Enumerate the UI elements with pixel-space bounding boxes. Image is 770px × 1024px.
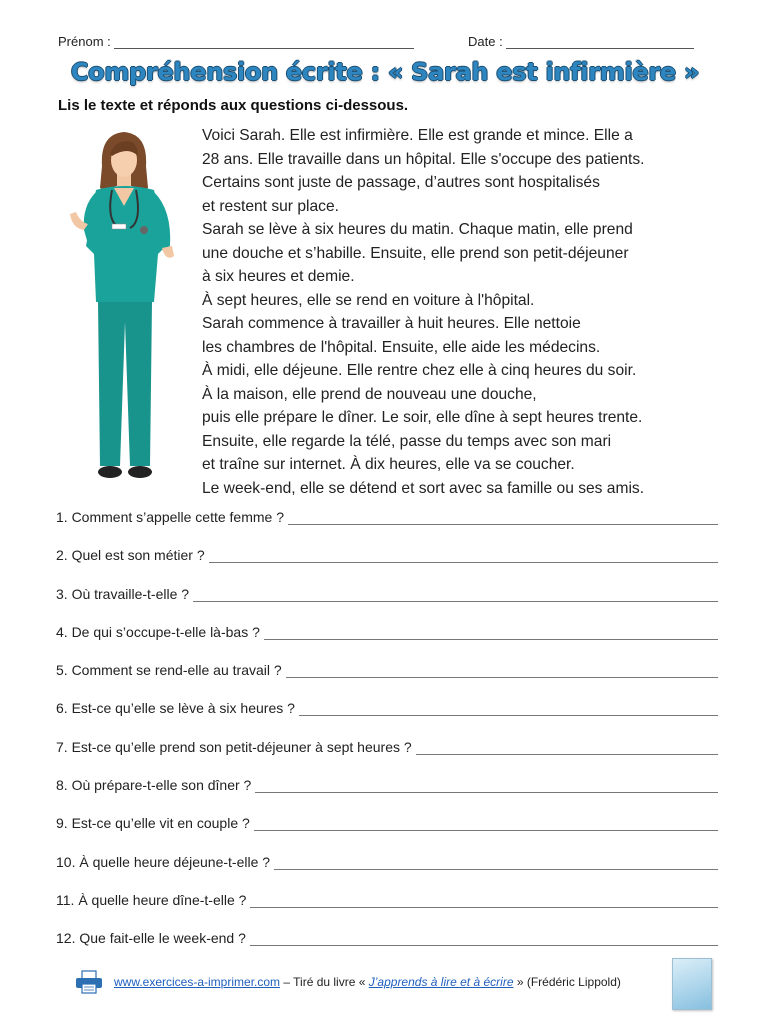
question-row [56,739,718,777]
answer-line[interactable] [286,662,718,678]
book-cover [672,958,712,1010]
question-row [56,509,718,547]
answer-line[interactable] [193,586,718,602]
question-row [56,854,718,892]
story-line: puis elle prépare le dîner. Le soir, elle dîne à sept heures trente. [202,409,643,426]
question-row [56,815,718,853]
printer-icon [74,970,104,994]
answer-line[interactable] [416,739,718,755]
question-row [56,930,718,968]
story-line: À midi, elle déjeune. Elle rentre chez elle à cinq heures du soir. [202,362,637,379]
question-row [56,586,718,624]
question-text: 9. Est-ce qu’elle vit en couple ? [56,815,250,832]
story-line: À la maison, elle prend de nouveau une douche, [202,385,537,403]
prenom-blank[interactable] [114,36,414,49]
story-line: Sarah se lève à six heures du matin. Chaque matin, elle prend [202,221,633,238]
story-line: Ensuite, elle regarde la télé, passe du temps avec son mari [202,432,612,450]
story-line: 28 ans. Elle travaille dans un hôpital. Elle s'occupe des patients. [202,150,645,168]
story-line: Voici Sarah. Elle est infirmière. Elle est grande et mince. Elle a [202,127,633,144]
date-blank[interactable] [506,36,694,49]
answer-line[interactable] [264,624,718,640]
story-line: et traîne sur internet. À dix heures, elle va se coucher. [202,456,575,473]
instruction-text: Lis le texte et réponds aux questions ci-dessous. [58,97,409,114]
footer-credit [114,975,621,989]
question-text: 4. De qui s’occupe-t-elle là-bas ? [56,623,260,640]
question-text: 5. Comment se rend-elle au travail ? [56,662,282,679]
questions-list [56,509,718,969]
date-field [468,34,694,49]
question-row [56,547,718,585]
answer-line[interactable] [288,509,718,525]
answer-line[interactable] [299,700,718,716]
question-row [56,777,718,815]
footer [0,966,770,1006]
page-title: Compréhension écrite : « Sarah est infirmière » [70,58,700,86]
question-row [56,892,718,930]
book-title-link[interactable]: J’apprends à lire et à écrire [368,975,514,989]
answer-line[interactable] [255,777,718,793]
answer-line[interactable] [274,854,718,870]
question-row [56,624,718,662]
answer-line[interactable] [254,815,718,831]
question-text: 10. À quelle heure déjeune-t-elle ? [56,853,271,870]
question-text: 1. Comment s’appelle cette femme ? [56,509,284,525]
question-text: 8. Où prépare-t-elle son dîner ? [56,777,252,794]
story-line: les chambres de l'hôpital. Ensuite, elle aide les médecins. [202,338,601,356]
prenom-label: Prénom : [58,34,111,49]
date-label: Date : [468,34,503,49]
question-text: 11. À quelle heure dîne-t-elle ? [56,891,247,908]
header-line [58,34,708,52]
story-line: Sarah commence à travailler à huit heures. Elle nettoie [202,315,581,332]
story-line: Certains sont juste de passage, d’autres sont hospitalisés [202,174,600,191]
question-text: 7. Est-ce qu’elle prend son petit-déjeuner à sept heures ? [56,738,412,755]
nurse-illustration [62,126,194,488]
question-text: 3. Où travaille-t-elle ? [56,585,190,602]
site-link[interactable]: www.exercices-a-imprimer.com [114,975,281,989]
question-row [56,662,718,700]
story-line: à six heures et demie. [202,268,355,285]
question-text: 12. Que fait-elle le week-end ? [56,930,246,947]
question-text: 6. Est-ce qu’elle se lève à six heures ? [56,700,295,717]
answer-line[interactable] [250,892,718,908]
story-line: À sept heures, elle se rend en voiture à l'hôpital. [202,291,535,309]
question-text: 2. Quel est son métier ? [56,547,205,564]
question-row [56,700,718,738]
answer-line[interactable] [250,930,718,946]
answer-line[interactable] [209,547,718,563]
story-line: une douche et s’habille. Ensuite, elle prend son petit-déjeuner [202,244,629,262]
story-text [202,124,727,500]
footer-text-before: – Tiré du livre « [280,975,369,989]
story-line: et restent sur place. [202,197,339,215]
story-line: Le week-end, elle se détend et sort avec sa famille ou ses amis. [202,479,645,497]
footer-text-after: » (Frédéric Lippold) [513,975,621,989]
prenom-field [58,34,414,49]
